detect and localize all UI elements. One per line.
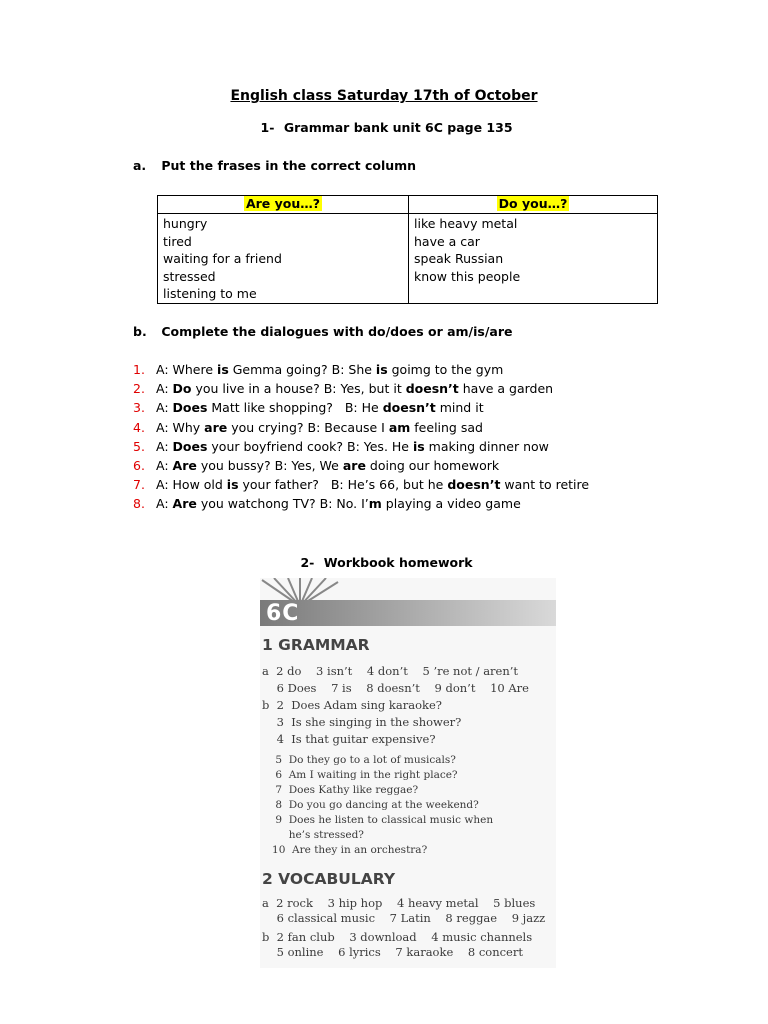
part-b-heading	[133, 324, 512, 339]
dialogue-answer: is	[217, 362, 229, 377]
dialogue-text: you watchong TV? B: No. I’	[196, 496, 369, 512]
grammar-answer-line: 8 Do you go dancing at the weekend?	[262, 799, 479, 811]
dialogue-text: goimg to the gym	[387, 362, 504, 377]
grammar-heading: 1 GRAMMAR	[262, 636, 370, 654]
dialogue-text: you bussy? B: Yes, We	[196, 457, 343, 473]
dialogue-answer: Are	[172, 457, 197, 473]
unit-banner	[260, 600, 556, 626]
sort-columns-table	[157, 195, 658, 304]
list-item: tired	[163, 233, 192, 249]
are-you-column	[158, 214, 409, 304]
dialogue-number: 1.	[133, 362, 145, 377]
dialogue-text: feeling sad	[410, 419, 483, 435]
dialogue-answer: is	[412, 438, 425, 454]
vocabulary-answer-line: a 2 rock 3 hip hop 4 heavy metal 5 blues	[262, 896, 536, 910]
dialogue-number: 5.	[133, 438, 145, 454]
dialogue-item	[133, 475, 589, 494]
dialogue-answer: doesn’t	[382, 400, 436, 416]
list-item: stressed	[163, 268, 216, 284]
dialogue-text: A:	[156, 496, 173, 512]
dialogue-item	[133, 418, 589, 437]
grammar-answer-line: 3 Is she singing in the shower?	[262, 715, 462, 729]
grammar-answer-line: 9 Does he listen to classical music when	[262, 814, 494, 826]
dialogue-text: A: Where	[156, 362, 218, 377]
dialogue-text: A:	[156, 438, 173, 454]
list-item: waiting for a friend	[163, 251, 282, 267]
part-a-letter: a.	[133, 158, 147, 173]
dialogue-text: have a garden	[458, 381, 554, 397]
are-you-header: Are you…?	[158, 196, 409, 214]
grammar-answer-line: 6 Does 7 is 8 doesn’t 9 don’t 10 Are	[262, 681, 529, 695]
grammar-answer-line: 5 Do they go to a lot of musicals?	[262, 754, 456, 766]
grammar-answer-line: 7 Does Kathy like reggae?	[262, 784, 419, 796]
unit-label: 6C	[266, 601, 300, 626]
dialogue-text: A:	[156, 381, 173, 397]
list-item: know this people	[414, 268, 521, 284]
part-a-heading	[133, 158, 416, 173]
dialogue-item	[133, 398, 589, 417]
grammar-answer-line: a 2 do 3 isn’t 4 don’t 5 ’re not / aren’t	[262, 664, 519, 678]
dialogue-number: 4.	[133, 419, 145, 435]
section-2-heading	[0, 555, 768, 570]
dialogue-text: A:	[156, 457, 173, 473]
dialogue-text: mind it	[435, 400, 484, 416]
dialogue-item	[133, 379, 589, 398]
dialogue-answer: doesn’t	[405, 381, 459, 397]
grammar-answer-line: 6 Am I waiting in the right place?	[262, 769, 458, 781]
dialogue-item	[133, 494, 589, 513]
dialogue-text: your boyfriend cook? B: Yes. He	[207, 438, 413, 454]
section-1-number: 1-	[260, 120, 275, 135]
workbook-answer-key-image	[260, 578, 556, 968]
dialogue-answer: is	[375, 362, 388, 377]
dialogue-text: Gemma going? B: She	[228, 362, 376, 377]
part-b-letter: b.	[133, 324, 147, 339]
dialogue-text: you crying? B: Because I	[227, 419, 389, 435]
dialogue-item	[133, 456, 589, 475]
section-1-text: Grammar bank unit 6C page 135	[283, 120, 513, 135]
grammar-answer-line: he’s stressed?	[262, 829, 364, 841]
dialogue-text: making dinner now	[424, 438, 549, 454]
dialogue-text: doing our homework	[365, 457, 500, 473]
dialogue-answer: m	[368, 496, 382, 512]
vocabulary-answer-line: 5 online 6 lyrics 7 karaoke 8 concert	[262, 945, 523, 959]
dialogue-number: 7.	[133, 477, 145, 493]
part-a-text: Put the frases in the correct column	[161, 158, 417, 173]
grammar-answer-line: b 2 Does Adam sing karaoke?	[262, 698, 442, 712]
dialogue-text: playing a video game	[381, 496, 521, 512]
dialogue-answer: Are	[172, 496, 197, 512]
dialogue-text: A: Why	[156, 419, 205, 435]
grammar-answer-line: 4 Is that guitar expensive?	[262, 732, 436, 746]
dialogue-answer: Does	[172, 400, 208, 416]
list-item: like heavy metal	[414, 216, 518, 231]
dialogue-answer: Do	[172, 381, 192, 397]
dialogue-item	[133, 437, 589, 456]
dialogue-answer: am	[388, 419, 411, 435]
dialogue-number: 6.	[133, 457, 145, 473]
section-2-number: 2-	[300, 555, 315, 570]
part-b-text: Complete the dialogues with do/does or am/is/are	[161, 324, 513, 339]
dialogue-answer: are	[342, 457, 366, 473]
dialogue-number: 2.	[133, 381, 145, 397]
document-title: English class Saturday 17th of October	[230, 88, 538, 104]
dialogue-text: your father? B: He’s 66, but he	[238, 477, 448, 493]
section-1-heading	[0, 120, 768, 135]
dialogue-number: 3.	[133, 400, 145, 416]
dialogue-text: you live in a house? B: Yes, but it	[191, 381, 406, 397]
list-item: speak Russian	[414, 251, 504, 267]
dialogue-text: A:	[156, 400, 173, 416]
list-item: listening to me	[163, 286, 257, 302]
dialogue-list	[133, 360, 589, 514]
vocabulary-heading: 2 VOCABULARY	[262, 870, 396, 888]
dialogue-text: Matt like shopping? B: He	[207, 400, 383, 416]
vocabulary-answer-line: b 2 fan club 3 download 4 music channels	[262, 930, 533, 944]
section-2-text: Workbook homework	[323, 555, 473, 570]
list-item: have a car	[414, 233, 480, 249]
dialogue-answer: doesn’t	[447, 477, 501, 493]
do-you-header: Do you…?	[409, 196, 658, 214]
dialogue-text: A: How old	[156, 477, 227, 493]
dialogue-answer: is	[226, 477, 239, 493]
dialogue-text: want to retire	[500, 477, 590, 493]
grammar-answer-line: 10 Are they in an orchestra?	[262, 844, 428, 856]
do-you-column	[409, 214, 658, 304]
list-item: hungry	[163, 216, 208, 231]
dialogue-number: 8.	[133, 496, 145, 512]
dialogue-item	[133, 360, 589, 379]
dialogue-answer: are	[204, 419, 228, 435]
dialogue-answer: Does	[172, 438, 208, 454]
vocabulary-answer-line: 6 classical music 7 Latin 8 reggae 9 jazz	[262, 911, 546, 925]
